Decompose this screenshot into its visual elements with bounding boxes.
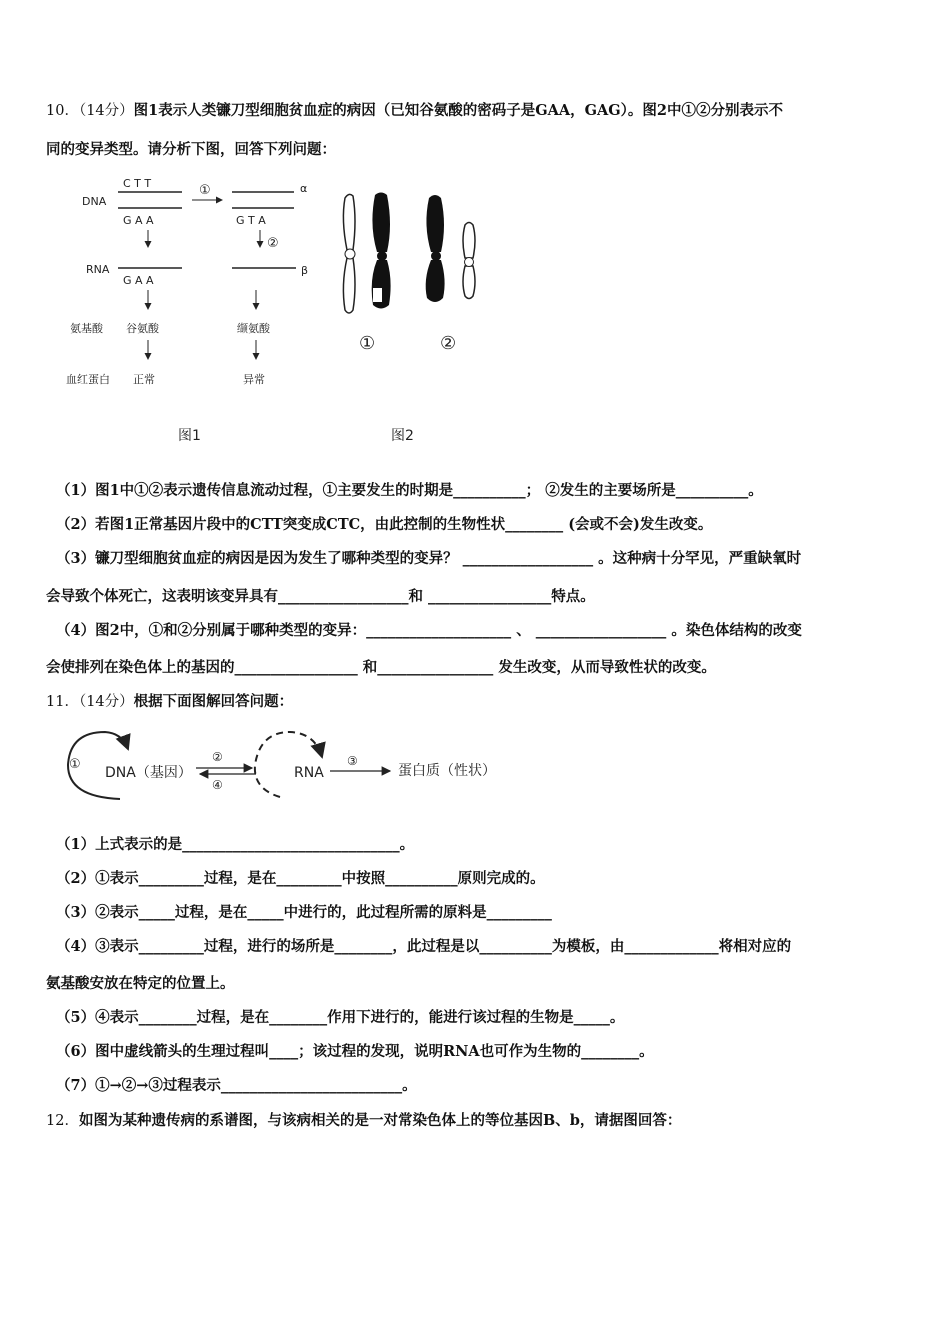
q10-sub4-line2: 会使排列在染色体上的基因的_________________ 和________________ 发生改变，从而导致性状的改变。 [46, 659, 716, 676]
step-2-label: ② [267, 236, 279, 251]
rna-label: RNA [86, 263, 110, 276]
figure-2-label-1: ① [359, 333, 376, 354]
alpha-label: α [300, 182, 308, 195]
rna-label: RNA [294, 765, 324, 781]
circle-4-label: ④ [212, 778, 223, 792]
figure-1-caption: 图1 [178, 428, 201, 444]
dna-label: DNA [82, 195, 107, 208]
q10-number: 10．（14分） [46, 103, 134, 119]
normal-label: 正常 [133, 373, 155, 386]
q11-sub4-line1: （4）③表示_________过程，进行的场所是________，此过程是以__________为模板，由_____________将相对应的 [56, 938, 792, 955]
chromosome-outline-1 [343, 194, 355, 313]
q11-number: 11．（14分） [46, 694, 134, 710]
q11-sub4-line2: 氨基酸安放在特定的位置上。 [46, 975, 235, 992]
circle-1-label: ① [69, 757, 81, 772]
dna-top-strand-seq: C T T [123, 177, 152, 190]
dna-gene-label: DNA（基因） [105, 765, 192, 781]
valine-label: 缬氨酸 [237, 322, 270, 335]
q12-text: 如图为某种遗传病的系谱图，与该病相关的是一对常染色体上的等位基因B、b，请据图回答： [78, 1112, 682, 1129]
chromosome-black-1 [372, 193, 391, 309]
abnormal-label: 异常 [243, 373, 265, 386]
hemoglobin-label: 血红蛋白 [66, 373, 110, 386]
q10-intro-text: 图1表示人类镰刀型细胞贫血症的病因（已知谷氨酸的密码子是GAA，GAG）。图2中①②分别表示不 [133, 102, 783, 119]
q10-sub4-line1: （4）图2中，①和②分别属于哪种类型的变异：____________________ 、 __________________ 。染色体结构的改变 [56, 622, 802, 639]
rna-seq: G A A [123, 274, 154, 287]
glutamic-acid-label: 谷氨酸 [126, 322, 159, 335]
chromosome-outline-2 [463, 223, 475, 299]
dna-bottom-strand-seq: G A A [123, 214, 154, 227]
q11-sub5: （5）④表示________过程，是在________作用下进行的，能进行该过程的生物是_____。 [56, 1009, 625, 1026]
q10-intro-line1 [46, 101, 783, 121]
q10-sub2: （2）若图1正常基因片段中的CTT突变成CTC，由此控制的生物性状________ (会或不会)发生改变。 [56, 516, 713, 533]
q11-intro-text: 根据下面图解回答问题： [133, 693, 294, 710]
beta-label: β [301, 264, 309, 277]
circle-3-label: ③ [347, 754, 358, 768]
q11-sub7: （7）①→②→③过程表示_________________________。 [56, 1077, 417, 1094]
circle-2-label: ② [212, 750, 223, 764]
protein-trait-label: 蛋白质（性状） [398, 763, 496, 779]
figure-2 [325, 170, 500, 445]
q11-sub2: （2）①表示_________过程，是在_________中按照__________原则完成的。 [56, 870, 545, 887]
figure-2-caption: 图2 [391, 428, 414, 444]
figure-1 [60, 175, 320, 445]
q10-sub1: （1）图1中①②表示遗传信息流动过程，①主要发生的时期是__________； ②发生的主要场所是__________。 [56, 482, 763, 499]
amino-acid-label: 氨基酸 [70, 322, 103, 335]
q12-number: 12． [46, 1113, 79, 1129]
q10-sub3-line1: （3）镰刀型细胞贫血症的病因是因为发生了哪种类型的变异？ __________________ 。这种病十分罕见，严重缺氧时 [56, 550, 802, 567]
mutant-bottom-strand-seq: G T A [236, 214, 266, 227]
q11-sub3: （3）②表示_____过程，是在_____中进行的，此过程所需的原料是_________ [56, 904, 552, 921]
central-dogma-diagram [60, 727, 520, 807]
figure-2-label-2: ② [440, 333, 457, 354]
q12-text-line [46, 1111, 681, 1131]
q11-intro [46, 692, 293, 712]
chromosome-black-2 [426, 195, 445, 302]
q10-intro-line2: 同的变异类型。请分析下图，回答下列问题： [46, 141, 336, 158]
q10-sub3-line2: 会导致个体死亡，这表明该变异具有__________________和 _________________特点。 [46, 588, 595, 605]
step-1-label: ① [199, 183, 211, 198]
q11-sub6: （6）图中虚线箭头的生理过程叫____；该过程的发现，说明RNA也可作为生物的________。 [56, 1043, 654, 1060]
q11-sub1: （1）上式表示的是______________________________。 [56, 836, 415, 853]
